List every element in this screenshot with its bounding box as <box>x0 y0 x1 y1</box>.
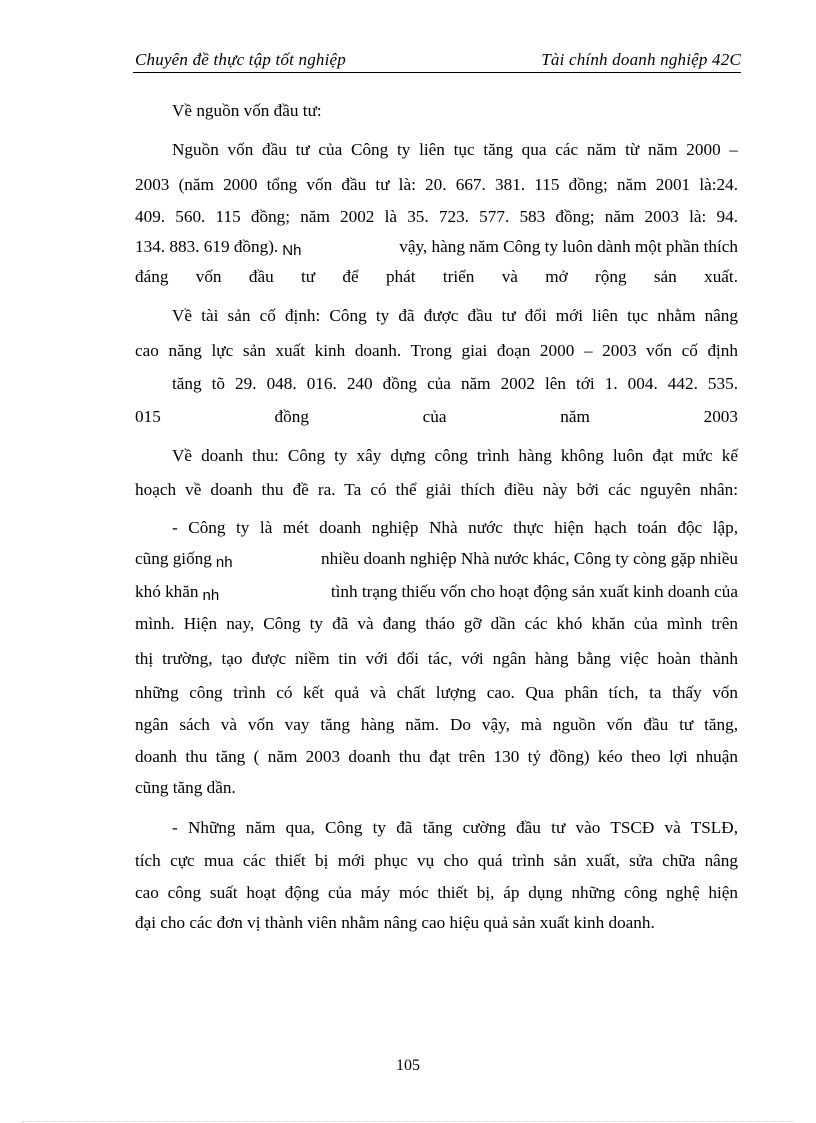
paragraph-line: Nguồn vốn đầu tư của Công ty liên tục tăng qua các năm từ năm 2000 – <box>172 140 738 159</box>
text-run: cũng giống <box>135 549 212 568</box>
paragraph-line: tăng tõ 29. 048. 016. 240 đồng của năm 2002 lên tới 1. 004. 442. 535. <box>172 374 738 393</box>
page-header <box>133 48 741 73</box>
paragraph-line: ngân sách và vốn vay tăng hàng năm. Do vậy, mà nguồn vốn đầu tư tăng, <box>135 715 738 734</box>
text-run: vậy, hàng năm Công ty luôn dành một phần thích <box>399 237 738 256</box>
nh-fragment: nh <box>215 554 233 571</box>
page-border-dots <box>22 1121 794 1122</box>
paragraph-line <box>135 236 738 259</box>
paragraph-line: Về doanh thu: Công ty xây dựng công trình hàng không luôn đạt mức kế <box>172 446 738 465</box>
paragraph-line: 409. 560. 115 đồng; năm 2002 là 35. 723. 577. 583 đồng; năm 2003 là: 94. <box>135 207 738 226</box>
paragraph-line: cao công suất hoạt động của máy móc thiết bị, áp dụng những công nghệ hiện <box>135 883 738 902</box>
text-run: 134. 883. 619 đồng). <box>135 237 279 256</box>
paragraph-line: cao năng lực sản xuất kinh doanh. Trong giai đoạn 2000 – 2003 vốn cố định <box>135 341 738 360</box>
page-number: 105 <box>396 1057 420 1074</box>
nh-fragment: Nh <box>282 242 302 259</box>
text-run: nhiều doanh nghiệp Nhà nước khác, Công ty còng gặp nhiều <box>321 549 738 568</box>
header-left-title: Chuyên đề thực tập tốt nghiệp <box>135 50 347 69</box>
header-right-title: Tài chính doanh nghiệp 42C <box>541 50 741 69</box>
text-run: khó khăn <box>135 582 199 601</box>
paragraph-line: tích cực mua các thiết bị mới phục vụ cho quá trình sản xuất, sửa chữa nâng <box>135 851 738 870</box>
paragraph-line: thị trường, tạo được niềm tin với đối tác, với ngân hàng bằng việc hoàn thành <box>135 649 738 668</box>
paragraph-line: - Công ty là mét doanh nghiệp Nhà nước thực hiện hạch toán độc lập, <box>172 518 738 537</box>
paragraph-line: Về tài sản cố định: Công ty đã được đầu tư đổi mới liên tục nhằm nâng <box>172 306 738 325</box>
paragraph-line: - Những năm qua, Công ty đã tăng cường đầu tư vào TSCĐ và TSLĐ, <box>172 818 738 837</box>
paragraph-line: 015 đồng của năm 2003 <box>135 407 738 426</box>
paragraph-line: những công trình có kết quả và chất lượng cao. Qua phân tích, ta thấy vốn <box>135 683 738 702</box>
paragraph-line <box>135 581 738 604</box>
paragraph-line: đáng vốn đầu tư để phát triển và mở rộng sản xuất. <box>135 267 738 286</box>
paragraph-line: mình. Hiện nay, Công ty đã và đang tháo gỡ dần các khó khăn của mình trên <box>135 614 738 633</box>
paragraph-line: cũng tăng dần. <box>135 778 236 797</box>
paragraph-line: đại cho các đơn vị thành viên nhằm nâng cao hiệu quả sản xuất kinh doanh. <box>135 913 655 932</box>
paragraph-line: doanh thu tăng ( năm 2003 doanh thu đạt trên 130 tỷ đồng) kéo theo lợi nhuận <box>135 747 738 766</box>
paragraph-line: hoạch về doanh thu đề ra. Ta có thể giải thích điều này bởi các nguyên nhân: <box>135 480 738 499</box>
paragraph-line: Về nguồn vốn đầu tư: <box>172 101 322 120</box>
paragraph-line: 2003 (năm 2000 tổng vốn đầu tư là: 20. 667. 381. 115 đồng; năm 2001 là:24. <box>135 175 738 194</box>
nh-fragment: nh <box>202 587 220 604</box>
paragraph-line <box>135 548 738 571</box>
text-run: tình trạng thiếu vốn cho hoạt động sản xuất kinh doanh của <box>330 582 738 601</box>
